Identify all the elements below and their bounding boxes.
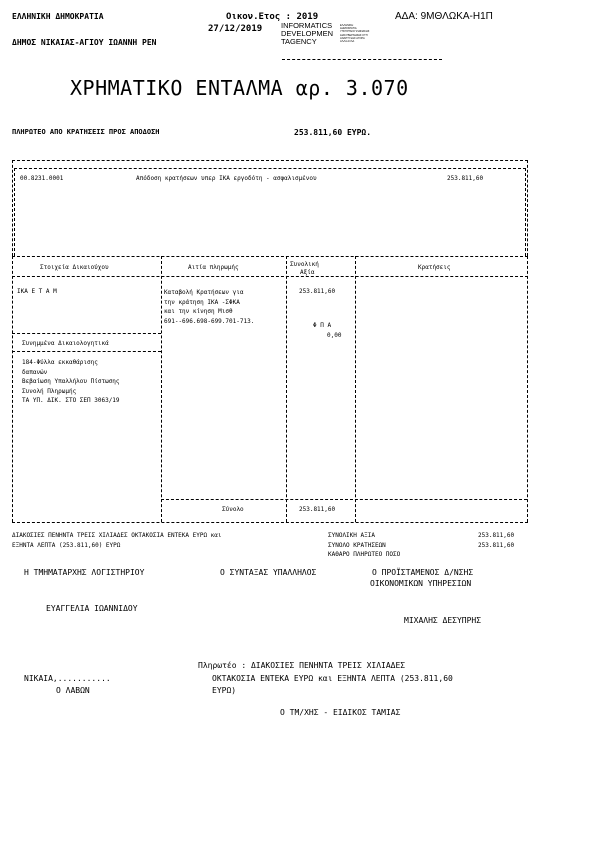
agency-logo [281,22,333,46]
account-amount: 253.811,60 [447,175,484,182]
sum-label: Σύνολο [222,506,244,513]
amount-words-line: ΕΞΗΝΤΑ ΛΕΠΤΑ (253.811,60) ΕΥΡΩ [12,541,121,549]
payable-amount: 253.811,60 ΕΥΡΩ. [294,128,372,137]
drafter-title: Ο ΣΥΝΤΑΞΑΣ ΥΠΑΛΛΗΛΟΣ [220,568,317,577]
account-box-left [12,160,13,256]
header-beneficiary: Στοιχεία Δικαιούχου [40,264,109,271]
payable-label: ΠΛΗΡΩΤΕΟ ΑΠΟ ΚΡΑΤΗΣΕΙΣ ΠΡΟΣ ΑΠΟΔΟΣΗ [12,128,160,136]
fpa-value: 0,00 [327,332,342,339]
payable-words-line2: ΟΚΤΑΚΟΣΙΑ ΕΝΤΕΚΑ ΕΥΡΩ και ΕΞΗΝΤΑ ΛΕΠΤΑ (253.811,60 [212,674,453,683]
account-box-right [527,160,528,256]
header-divider [282,59,442,60]
account-code: 00.8231.0001 [20,175,64,182]
account-inner-right [525,168,526,256]
beneficiary-name: ΙΚΑ Ε Τ Α Μ [17,288,57,295]
total-label: ΣΥΝΟΛΙΚΗ ΑΞΙΑ [328,532,375,539]
republic-heading: ΕΛΛΗΝΙΚΗ ΔΗΜΟΚΡΑΤΙΑ [12,12,104,21]
ada-code: ΑΔΑ: 9ΜΘΛΩΚΑ-Η1Π [395,11,493,22]
director-title-line1: Ο ΠΡΟΪΣΤΑΜΕΝΟΣ Δ/ΝΣΗΣ [372,568,474,577]
table-top [12,256,528,257]
accounting-head-title: Η ΤΜΗΜΑΤΑΡΧΗΣ ΛΟΓΙΣΤΗΡΙΟΥ [24,568,145,577]
director-name: ΜΙΧΑΛΗΣ ΔΕΣΥΠΡΗΣ [404,616,482,625]
logo-fineprint: ΕΛΛΗΝΙΚΗ ΔΗΜΟΚΡΑΤΙΑ ΥΠΟΥΡΓΕΙΟ ΨΗΦΙΑΚΗΣ ΔΙΑΚΥΒΕΡΝΗΣΗΣ ΚΤΠ ΑΝΑΠΤΥΞΗΣ ΑΓΟΡΑ ΑΛΛΑ ΑΛΛΑ [340,24,370,44]
attachment-line: δαπανών [22,368,48,376]
account-inner-left [14,168,15,256]
fpa-label: Φ Π Α [313,322,332,329]
logo-line-3: TAGENCY [281,37,317,46]
attachment-line: Βεβαίωση Υπαλλήλου Πίστωσης [22,378,120,386]
document-date: 27/12/2019 [208,24,263,34]
accounting-head-name: ΕΥΑΓΓΕΛΙΑ ΙΩΑΝΝΙΔΟΥ [46,604,138,613]
col-divider-3 [355,256,356,522]
header-deductions: Κρατήσεις [418,264,451,271]
table-bottom [12,522,528,523]
total-label: ΣΥΝΟΛΟ ΚΡΑΤΗΣΕΩΝ [328,541,386,549]
payable-words-line3: ΕΥΡΩ) [212,686,237,695]
header-total-line2: Αξία [300,269,315,276]
total-value: 253.811,60 [299,288,336,295]
attachments-list [22,358,120,406]
reason-line: και την κίνηση Μισθ [164,308,233,316]
document-title: ΧΡΗΜΑΤΙΚΟ ΕΝΤΑΛΜΑ αρ. 3.070 [70,76,409,100]
reason-line: την κράτηση ΙΚΑ -ΣΦΚΑ [164,298,240,306]
totals-values [478,531,514,550]
account-box-top [12,160,528,161]
amount-in-words [12,531,222,550]
place-line: ΝΙΚΑΙΑ,........... [24,674,111,683]
receiver-label: Ο ΛΑΒΩΝ [56,686,90,695]
col-divider-1 [161,256,162,522]
reason-line: 691--696.698-699.701-713. [164,317,255,325]
table-left [12,256,13,522]
totals-labels [328,531,400,560]
sum-row-top [161,499,527,500]
reason-line: Καταβολή Κρατήσεων για [164,289,244,296]
logo-line-2: DEVELOPMEN [281,29,334,38]
logo-line-1: INFORMATICS [281,21,333,30]
total-value: 253.811,60 [478,541,515,549]
fiscal-year: Οικον.Ετος : 2019 [226,12,319,22]
attachments-title: Συνημμένα Δικαιολογητικά [22,340,109,347]
payable-words-line1: Πληρωτέο : ΔΙΑΚΟΣΙΕΣ ΠΕΝΗΝΤΑ ΤΡΕΙΣ ΧΙΛΙΑΔΕΣ [198,661,406,670]
header-reason: Αιτία πληρωμής [188,264,239,271]
total-label: ΚΑΘΑΡΟ ΠΛΗΡΩΤΕΟ ΠΟΣΟ [328,551,401,559]
attachment-line: Συνολή Πληρωμής [22,387,77,395]
total-value: 253.811,60 [478,532,515,539]
municipality-heading: ΔΗΜΟΣ ΝΙΚΑΙΑΣ-ΑΓΙΟΥ ΙΩΑΝΝΗ ΡΕΝ [12,38,157,47]
account-inner-top [14,168,526,169]
amount-words-line: ΔΙΑΚΟΣΙΕΣ ΠΕΝΗΝΤΑ ΤΡΕΙΣ ΧΙΛΙΑΔΕΣ ΟΚΤΑΚΟΣΙΑ ΕΝΤΕΚΑ ΕΥΡΩ και [12,532,222,539]
attachments-divider-top [12,333,161,334]
cashier-title: Ο ΤΜ/ΧΗΣ - ΕΙΔΙΚΟΣ ΤΑΜΙΑΣ [280,708,401,717]
payment-reason [164,288,254,326]
attachments-divider-bottom [12,351,161,352]
attachment-line: ΤΑ ΥΠ. ΔΙΚ. ΣΤΟ ΣΕΠ 3063/19 [22,397,120,405]
sum-value: 253.811,60 [299,506,336,513]
table-right [527,256,528,522]
account-description: Απόδοση κρατήσεων υπερ ΙΚΑ εργοδότη - ασφαλισμένου [136,175,317,182]
table-header-bottom [12,276,528,277]
header-total-line1: Συνολική [290,261,319,268]
attachment-line: 184-Φύλλα εκκαθάρισης [22,359,98,366]
col-divider-2 [286,256,287,522]
director-title-line2: ΟΙΚΟΝΟΜΙΚΩΝ ΥΠΗΡΕΣΙΩΝ [370,579,472,588]
